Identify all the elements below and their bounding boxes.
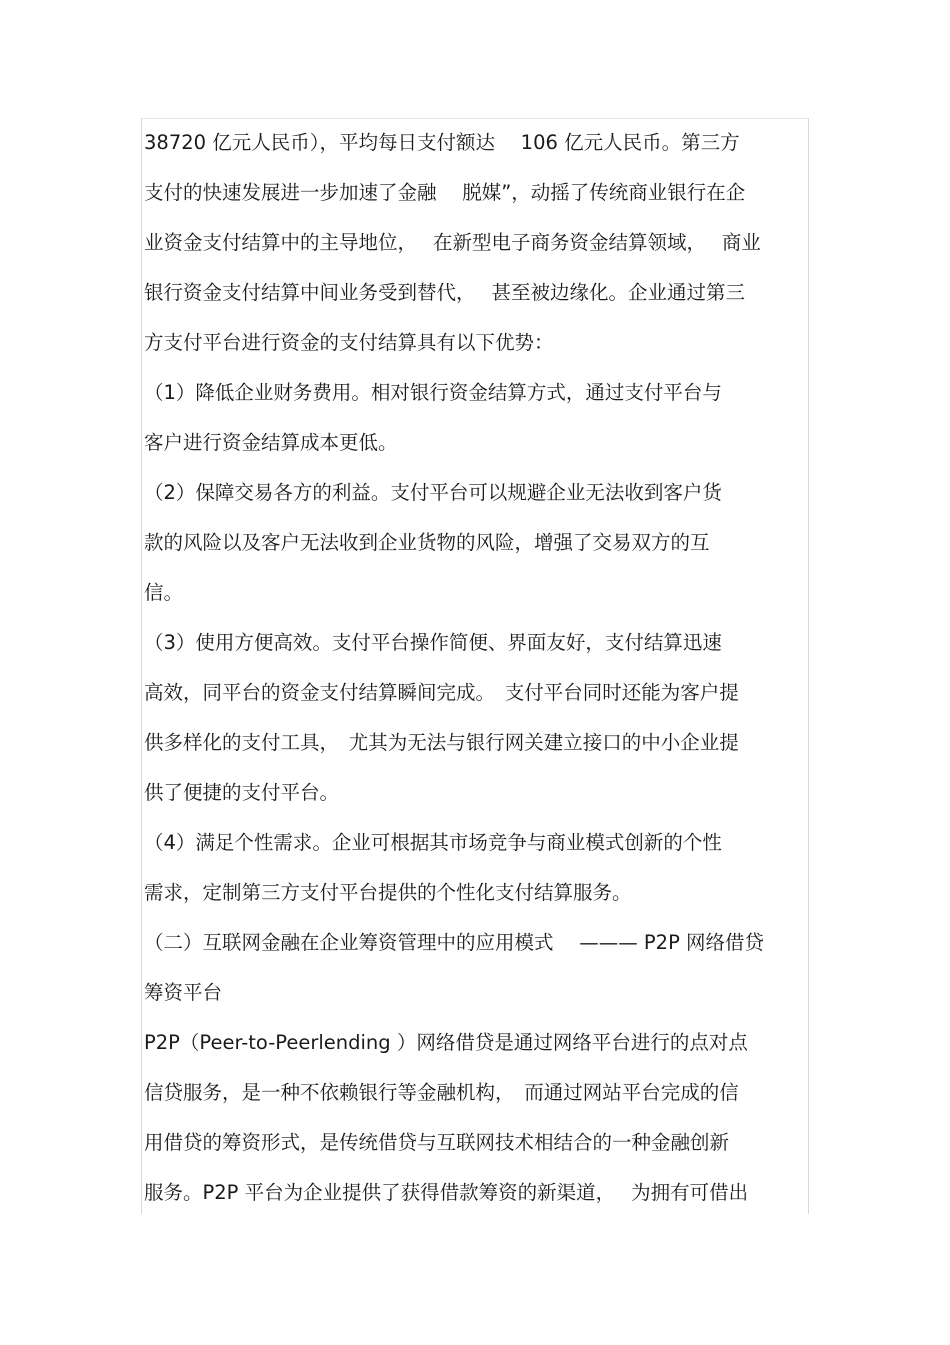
text-line: 业资金支付结算中的主导地位， 在新型电子商务资金结算领域， 商业	[144, 231, 761, 254]
text-line: 银行资金支付结算中间业务受到替代， 甚至被边缘化。企业通过第三	[144, 281, 745, 304]
text-line: （2）保障交易各方的利益。支付平台可以规避企业无法收到客户货	[144, 481, 722, 504]
text-line: 用借贷的筹资形式，是传统借贷与互联网技术相结合的一种金融创新	[144, 1131, 730, 1154]
document-body	[144, 121, 808, 1221]
text-line: P2P（Peer-to-Peerlending ）网络借贷是通过网络平台进行的点对点	[144, 1031, 748, 1054]
text-line: 供了便捷的支付平台。	[144, 781, 340, 804]
text-line: 客户进行资金结算成本更低。	[144, 431, 398, 454]
text-line: 款的风险以及客户无法收到企业货物的风险，增强了交易双方的互	[144, 531, 710, 554]
text-line: 需求，定制第三方支付平台提供的个性化支付结算服务。	[144, 881, 632, 904]
text-line: 38720 亿元人民币），平均每日支付额达 106 亿元人民币。第三方	[144, 131, 740, 154]
text-line: 支付的快速发展进一步加速了金融 脱媒”，动摇了传统商业银行在企	[144, 181, 746, 204]
text-line: （1）降低企业财务费用。相对银行资金结算方式，通过支付平台与	[144, 381, 722, 404]
text-line: 信。	[144, 581, 184, 604]
text-line: 信贷服务，是一种不依赖银行等金融机构， 而通过网站平台完成的信	[144, 1081, 739, 1104]
section-heading: 筹资平台	[144, 981, 223, 1004]
text-line: （4）满足个性需求。企业可根据其市场竞争与商业模式创新的个性	[144, 831, 722, 854]
section-heading: （二）互联网金融在企业筹资管理中的应用模式 ——— P2P 网络借贷	[144, 931, 765, 954]
text-line: 高效，同平台的资金支付结算瞬间完成。 支付平台同时还能为客户提	[144, 681, 739, 704]
text-line: 方支付平台进行资金的支付结算具有以下优势：	[144, 331, 554, 354]
text-line: 供多样化的支付工具， 尤其为无法与银行网关建立接口的中小企业提	[144, 731, 739, 754]
text-line: 服务。P2P 平台为企业提供了获得借款筹资的新渠道， 为拥有可借出	[144, 1181, 749, 1204]
text-line: （3）使用方便高效。支付平台操作简便、界面友好，支付结算迅速	[144, 631, 722, 654]
